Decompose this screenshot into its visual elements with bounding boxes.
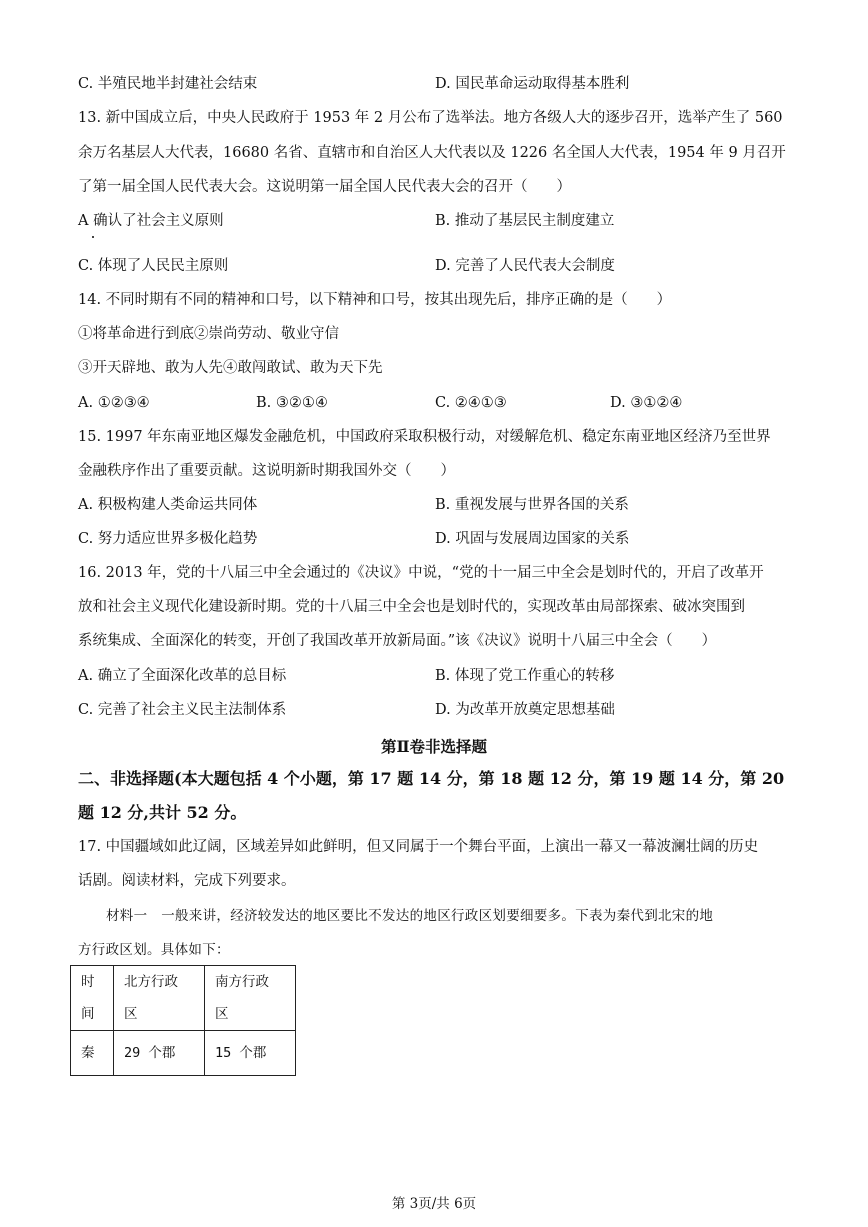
part2-heading-line1: 二、非选择题(本大题包括 4 个小题，第 17 题 14 分，第 18 题 12 分，第 19 题 14 分，第 20 xyxy=(78,769,785,788)
header-text-line: 间 xyxy=(81,1006,95,1022)
stray-dot xyxy=(92,236,94,238)
q13-stem-line3: 了第一届全国人民代表大会。这说明第一届全国人民代表大会的召开（ ） xyxy=(78,179,571,195)
q15-stem-line2: 金融秩序作出了重要贡献。这说明新时期我国外交（ ） xyxy=(78,463,455,479)
table-header-cell-time xyxy=(71,966,114,1031)
q14-stem-line2: ①将革命进行到底②崇尚劳动、敬业守信 xyxy=(78,326,339,342)
q15-option-b: B. 重视发展与世界各国的关系 xyxy=(435,497,629,513)
q15-option-d: D. 巩固与发展周边国家的关系 xyxy=(435,531,630,547)
q14-option-d: D. ③①②④ xyxy=(610,395,683,411)
q13-option-d: D. 完善了人民代表大会制度 xyxy=(435,258,615,274)
table-header-cell-north xyxy=(114,966,205,1031)
q13-stem-line1: 13. 新中国成立后，中央人民政府于 1953 年 2 月公布了选举法。地方各级人大的逐步召开，选举产生了 560 xyxy=(78,110,783,126)
table-header-row xyxy=(71,966,296,1031)
q15-option-a: A. 积极构建人类命运共同体 xyxy=(78,497,258,513)
q16-stem-line2: 放和社会主义现代化建设新时期。党的十八届三中全会也是划时代的，实现改革由局部探索、破冰突围到 xyxy=(78,599,745,615)
q16-option-b: B. 体现了党工作重心的转移 xyxy=(435,668,615,684)
header-text-line: 时 xyxy=(81,974,95,990)
q12-option-d: D. 国民革命运动取得基本胜利 xyxy=(435,76,630,92)
q17-stem-line1: 17. 中国疆域如此辽阔，区域差异如此鲜明，但又同属于一个舞台平面，上演出一幕又一幕波澜壮阔的历史 xyxy=(78,839,759,855)
q16-option-d: D. 为改革开放奠定思想基础 xyxy=(435,702,615,718)
q16-stem-line3: 系统集成、全面深化的转变，开创了我国改革开放新局面。”该《决议》说明十八届三中全会（ ） xyxy=(78,633,717,649)
q15-stem-line1: 15. 1997 年东南亚地区爆发金融危机，中国政府采取积极行动，对缓解危机、稳定东南亚地区经济乃至世界 xyxy=(78,429,771,445)
q16-option-c: C. 完善了社会主义民主法制体系 xyxy=(78,702,287,718)
q12-option-c: C. 半殖民地半封建社会结束 xyxy=(78,76,258,92)
q14-option-c: C. ②④①③ xyxy=(435,395,507,411)
q13-stem-line2: 余万名基层人大代表，16680 名省、直辖市和自治区人大代表以及 1226 名全国人大代表，1954 年 9 月召开 xyxy=(78,145,786,161)
q14-option-a: A. ①②③④ xyxy=(78,395,150,411)
part2-heading-line2: 题 12 分,共计 52 分。 xyxy=(78,803,247,822)
q15-option-c: C. 努力适应世界多极化趋势 xyxy=(78,531,258,547)
q14-stem-line3: ③开天辟地、敢为人先④敢闯敢试、敢为天下先 xyxy=(78,360,383,376)
q16-stem-line1: 16. 2013 年，党的十八届三中全会通过的《决议》中说，“党的十一届三中全会是划时代的，开启了改革开 xyxy=(78,565,764,581)
table-cell: 15 个郡 xyxy=(205,1031,296,1076)
table-cell: 29 个郡 xyxy=(114,1031,205,1076)
table-row xyxy=(71,1031,296,1076)
q13-option-b: B. 推动了基层民主制度建立 xyxy=(435,213,615,229)
q14-option-b: B. ③②①④ xyxy=(256,395,328,411)
header-text-line: 北方行政 xyxy=(124,974,178,990)
page-footer: 第 3页/共 6页 xyxy=(391,1196,477,1212)
q17-stem-line2: 话剧。阅读材料，完成下列要求。 xyxy=(78,873,296,889)
q16-option-a: A. 确立了全面深化改革的总目标 xyxy=(78,668,287,684)
part2-title: 第Ⅱ卷非选择题 xyxy=(380,737,488,756)
q13-option-a: A 确认了社会主义原则 xyxy=(78,213,224,229)
header-text-line: 区 xyxy=(124,1006,138,1022)
material1-line2: 方行政区划。具体如下： xyxy=(78,942,230,958)
q13-option-c: C. 体现了人民民主原则 xyxy=(78,258,229,274)
header-text-line: 区 xyxy=(215,1006,229,1022)
table-header-cell-south xyxy=(205,966,296,1031)
admin-division-table xyxy=(70,965,296,1076)
table-cell: 秦 xyxy=(71,1031,114,1076)
header-text-line: 南方行政 xyxy=(215,974,269,990)
q14-stem-line1: 14. 不同时期有不同的精神和口号，以下精神和口号，按其出现先后，排序正确的是（ ） xyxy=(78,292,672,308)
material1-line1: 材料一 一般来讲，经济较发达的地区要比不发达的地区行政区划要细要多。下表为秦代到北宋的地 xyxy=(106,908,714,924)
